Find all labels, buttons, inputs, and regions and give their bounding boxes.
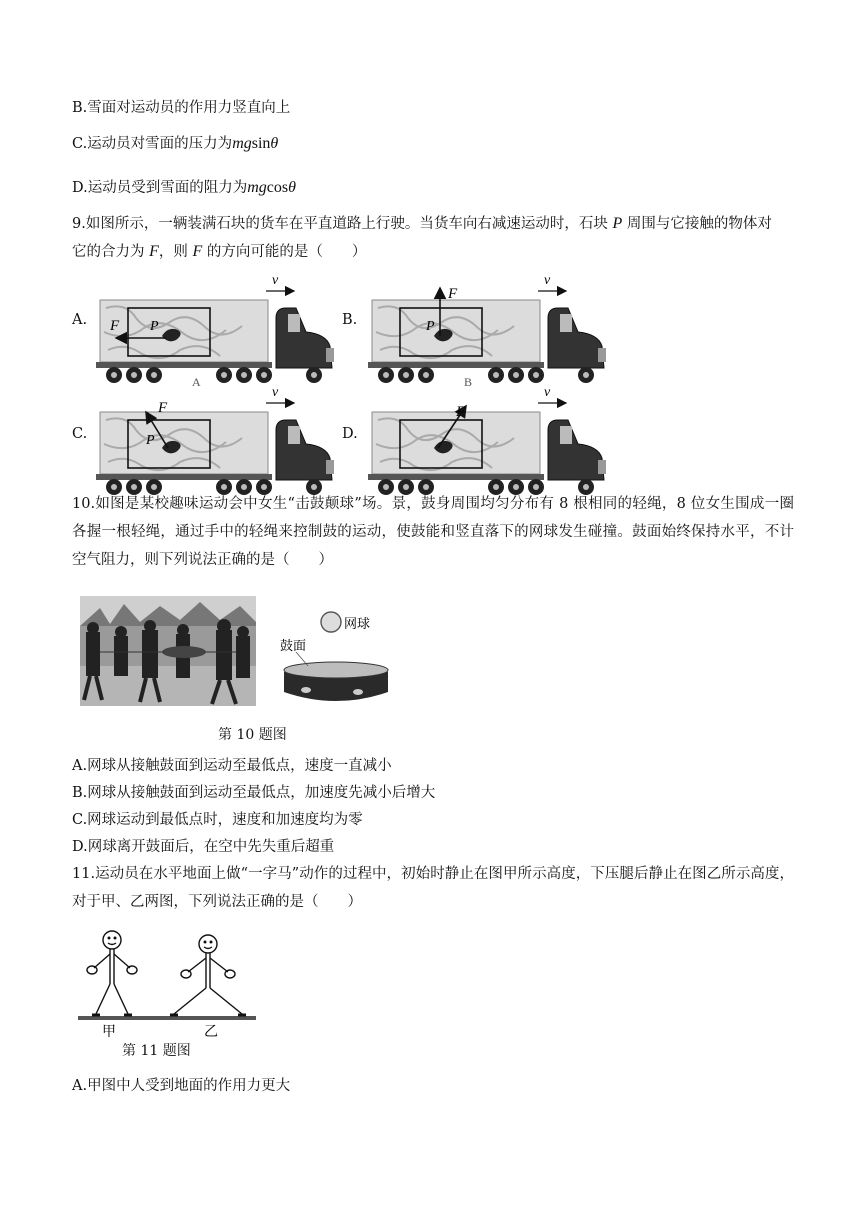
q8-option-d-fn: cos bbox=[266, 179, 289, 196]
q9-label-b: B. bbox=[342, 312, 358, 328]
q10-photo bbox=[80, 596, 256, 706]
q9-var-f-2: F bbox=[192, 243, 203, 260]
q9-a-p-label: P bbox=[150, 319, 159, 334]
q9-b-p-label: P bbox=[426, 319, 435, 334]
q9-label-a: A. bbox=[72, 312, 88, 328]
q10-ball-label: 网球 bbox=[344, 616, 371, 631]
q9-stem-part-b: 周围与它接触的物体对 bbox=[626, 216, 772, 232]
q10-stem: 10.如图是某校趣味运动会中女生“击鼓颠球”场。景，鼓身周围均匀分布有 8 根相同的轻绳，8 位女生围成一圈各握一根轻绳，通过手中的轻绳来控制鼓的运动，使鼓能和竖直落下的网球发生碰撞。鼓面始终保持水平，不计空气阻力，则下列说法正确的是（ ） bbox=[72, 496, 794, 568]
q8-option-d-text: D.运动员受到雪面的阻力为 bbox=[72, 180, 248, 196]
q9-stem-part-a: 9.如图所示，一辆装满石块的货车在平直道路上行驶。当货车向右减速运动时，石块 bbox=[72, 216, 608, 232]
q8-option-c-text: C.运动员对雪面的压力为 bbox=[72, 136, 233, 152]
q9-c-p-label: P bbox=[146, 433, 155, 448]
q9-figure-a bbox=[96, 273, 334, 389]
q9-stem-part-c: 它的合力为 bbox=[72, 244, 145, 260]
q11-option-a: A.甲图中人受到地面的作用力更大 bbox=[72, 1078, 291, 1094]
tennis-ball-icon bbox=[321, 612, 341, 632]
q9-a-v-label: v bbox=[272, 273, 279, 288]
q9-d-v-label: v bbox=[544, 385, 551, 400]
q9-c-force-label: F bbox=[158, 400, 168, 416]
q8-option-c-fn: sin bbox=[251, 135, 271, 152]
q9-figure-b bbox=[368, 273, 606, 389]
q9-b-sublabel: B bbox=[464, 375, 473, 389]
q8-option-d-theta: θ bbox=[288, 179, 296, 196]
q10-drum-label: 鼓面 bbox=[280, 638, 307, 653]
q9-a-force-label: F bbox=[110, 318, 120, 334]
q8-option-b: B.雪面对运动员的作用力竖直向上 bbox=[72, 100, 291, 116]
q9-b-v-label: v bbox=[544, 273, 551, 288]
q9-label-d: D. bbox=[342, 426, 358, 442]
q11-caption: 第 11 题图 bbox=[122, 1043, 191, 1059]
q11-label-yi: 乙 bbox=[204, 1025, 218, 1040]
q10-option-d: D.网球离开鼓面后，在空中先失重后超重 bbox=[72, 839, 335, 855]
q10-caption: 第 10 题图 bbox=[218, 727, 287, 743]
q11-figure-yi bbox=[170, 935, 246, 1015]
q10-option-c: C.网球运动到最低点时，速度和加速度均为零 bbox=[72, 812, 363, 828]
q11-stem: 11.运动员在水平地面上做“一字马”动作的过程中，初始时静止在图甲所示高度，下压腿后静止在图乙所示高度，对于甲、乙两图，下列说法正确的是（ ） bbox=[72, 866, 794, 910]
q8-option-c-theta: θ bbox=[270, 135, 279, 152]
q9-b-force-label: F bbox=[448, 286, 458, 302]
q9-d-force-label: F bbox=[456, 404, 466, 420]
q9-label-c: C. bbox=[72, 426, 88, 442]
q9-figure-c bbox=[96, 385, 334, 495]
q10-option-b: B.网球从接触鼓面到运动至最低点，加速度先减小后增大 bbox=[72, 785, 436, 801]
q8-option-d-mg: mg bbox=[247, 179, 267, 196]
q9-var-p: P bbox=[612, 215, 623, 232]
q9-c-v-label: v bbox=[272, 385, 279, 400]
q9-var-f-1: F bbox=[149, 243, 159, 260]
q9-stem-part-d: ，则 bbox=[158, 244, 188, 260]
q11-figure bbox=[78, 931, 256, 1018]
q9-stem-part-e: 的方向可能的是（ ） bbox=[206, 244, 367, 260]
q11-figure-jia bbox=[87, 931, 137, 1015]
q10-option-a: A.网球从接触鼓面到运动至最低点，速度一直减小 bbox=[72, 758, 392, 774]
q8-option-c-mg: mg bbox=[232, 135, 252, 152]
q10-drum-diagram bbox=[284, 612, 388, 701]
q9-a-sublabel: A bbox=[192, 375, 201, 389]
q9-figure-d bbox=[368, 385, 606, 495]
q11-label-jia: 甲 bbox=[102, 1025, 116, 1040]
